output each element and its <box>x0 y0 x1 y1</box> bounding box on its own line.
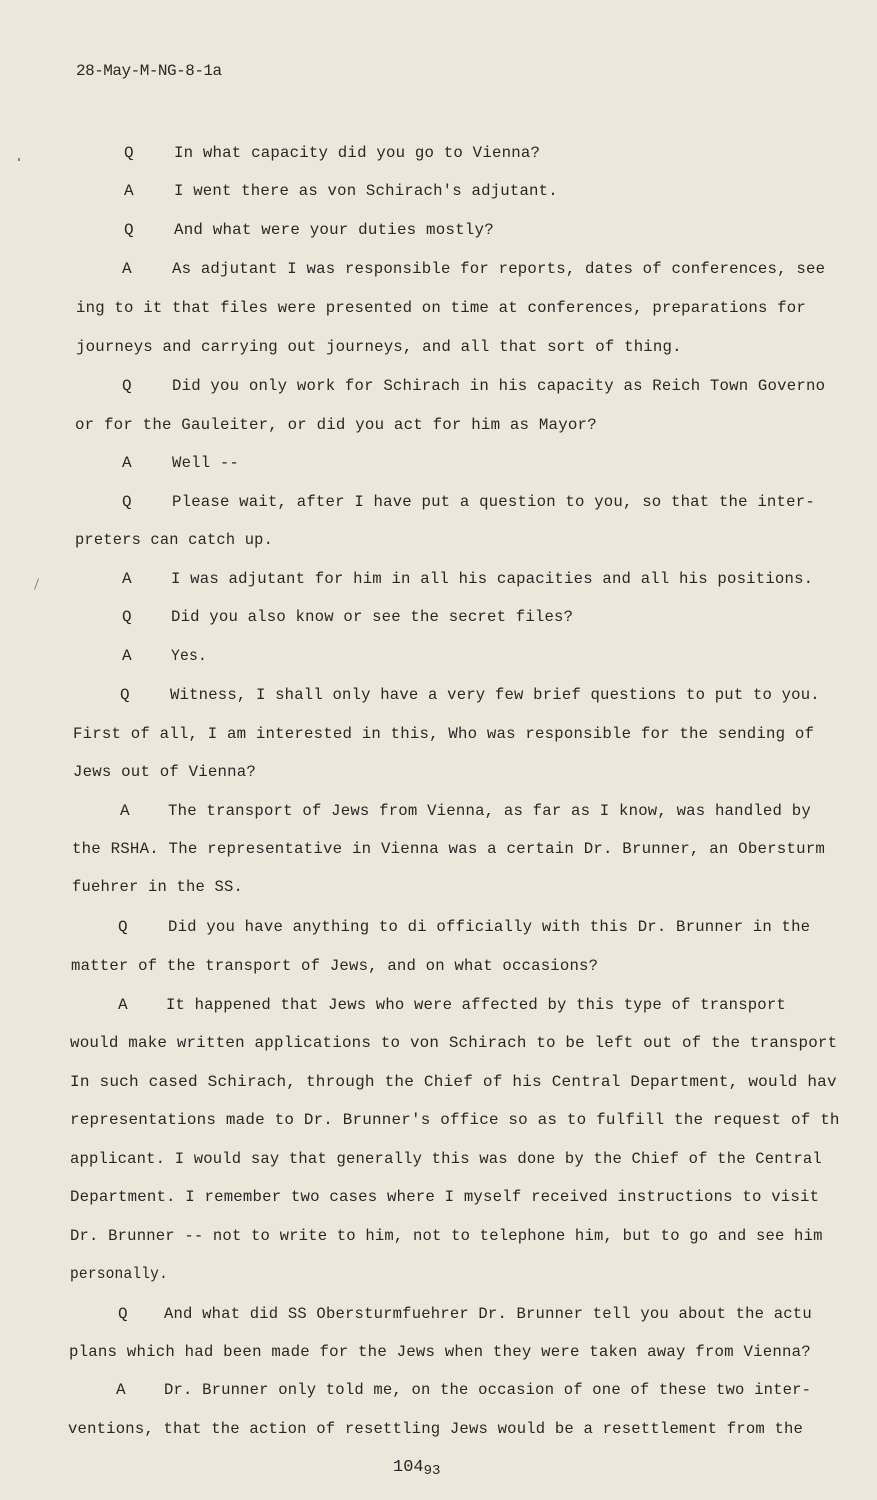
speaker-label: Q <box>118 918 128 936</box>
page-number-sub: 93 <box>423 1463 441 1479</box>
speaker-label: Q <box>122 608 132 626</box>
transcript-line: Please wait, after I have put a question to you, so that the inter- <box>172 493 815 511</box>
transcript-line: Dr. Brunner -- not to write to him, not to telephone him, but to go and see him <box>70 1227 823 1245</box>
transcript-line: Well -- <box>172 454 239 472</box>
speaker-label: A <box>122 570 132 588</box>
transcript-line: First of all, I am interested in this, Who was responsible for the sending of <box>73 725 815 743</box>
page-number-main: 104 <box>393 1458 424 1477</box>
speaker-label: Q <box>124 221 134 239</box>
transcript-line: Dr. Brunner only told me, on the occasion of one of these two inter- <box>164 1381 812 1399</box>
transcript-line: personally. <box>70 1265 169 1283</box>
speaker-label: A <box>116 1381 126 1399</box>
transcript-line: ing to it that files were presented on time at conferences, preparations for <box>76 299 807 317</box>
transcript-line: Did you also know or see the secret files? <box>171 608 574 626</box>
speaker-label: A <box>122 260 132 278</box>
margin-mark <box>18 158 20 161</box>
transcript-line: Witness, I shall only have a very few brief questions to put to you. <box>170 686 820 704</box>
speaker-label: A <box>118 996 128 1014</box>
transcript-line: fuehrer in the SS. <box>72 878 243 896</box>
page-number <box>393 1458 440 1477</box>
transcript-line: The transport of Jews from Vienna, as far as I know, was handled by <box>168 802 811 820</box>
transcript-line: representations made to Dr. Brunner's office so as to fulfill the request of th <box>70 1111 840 1129</box>
transcript-line: Did you have anything to di officially with this Dr. Brunner in the <box>168 918 811 936</box>
speaker-label: A <box>120 802 130 820</box>
transcript-line: Department. I remember two cases where I myself received instructions to visit <box>70 1188 820 1206</box>
speaker-label: A <box>124 182 134 200</box>
speaker-label: A <box>122 454 132 472</box>
transcript-line: journeys and carrying out journeys, and all that sort of thing. <box>76 338 682 356</box>
transcript-line: or for the Gauleiter, or did you act for him as Mayor? <box>75 416 597 434</box>
transcript-line: I was adjutant for him in all his capacities and all his positions. <box>171 570 814 588</box>
speaker-label: Q <box>124 144 134 162</box>
transcript-line: matter of the transport of Jews, and on what occasions? <box>71 957 599 975</box>
speaker-label: Q <box>120 686 130 704</box>
transcript-line: And what were your duties mostly? <box>174 221 494 239</box>
speaker-label: Q <box>118 1305 128 1323</box>
speaker-label: A <box>122 647 132 665</box>
document-reference: 28-May-M-NG-8-1a <box>76 62 222 80</box>
transcript-line: would make written applications to von Schirach to be left out of the transport <box>70 1034 838 1052</box>
transcript-line: applicant. I would say that generally this was done by the Chief of the Central <box>70 1150 822 1168</box>
transcript-line: Did you only work for Schirach in his capacity as Reich Town Governo <box>172 377 826 395</box>
speaker-label: Q <box>122 377 132 395</box>
transcript-line: plans which had been made for the Jews when they were taken away from Vienna? <box>69 1343 811 1361</box>
transcript-line: In such cased Schirach, through the Chief of his Central Department, would hav <box>70 1073 837 1091</box>
transcript-line: And what did SS Obersturmfuehrer Dr. Brunner tell you about the actu <box>164 1305 812 1323</box>
speaker-label: Q <box>122 493 132 511</box>
margin-mark <box>34 578 39 590</box>
transcript-line: As adjutant I was responsible for reports, dates of conferences, see <box>172 260 826 278</box>
transcript-line: In what capacity did you go to Vienna? <box>174 144 541 162</box>
transcript-line: Yes. <box>171 647 208 665</box>
transcript-line: Jews out of Vienna? <box>73 763 257 781</box>
transcript-line: ventions, that the action of resettling Jews would be a resettlement from the <box>68 1420 804 1438</box>
transcript-line: It happened that Jews who were affected by this type of transport <box>166 996 786 1014</box>
transcript-line: the RSHA. The representative in Vienna was a certain Dr. Brunner, an Obersturm <box>72 840 826 858</box>
transcript-line: I went there as von Schirach's adjutant. <box>174 182 558 200</box>
transcript-line: preters can catch up. <box>75 531 274 549</box>
